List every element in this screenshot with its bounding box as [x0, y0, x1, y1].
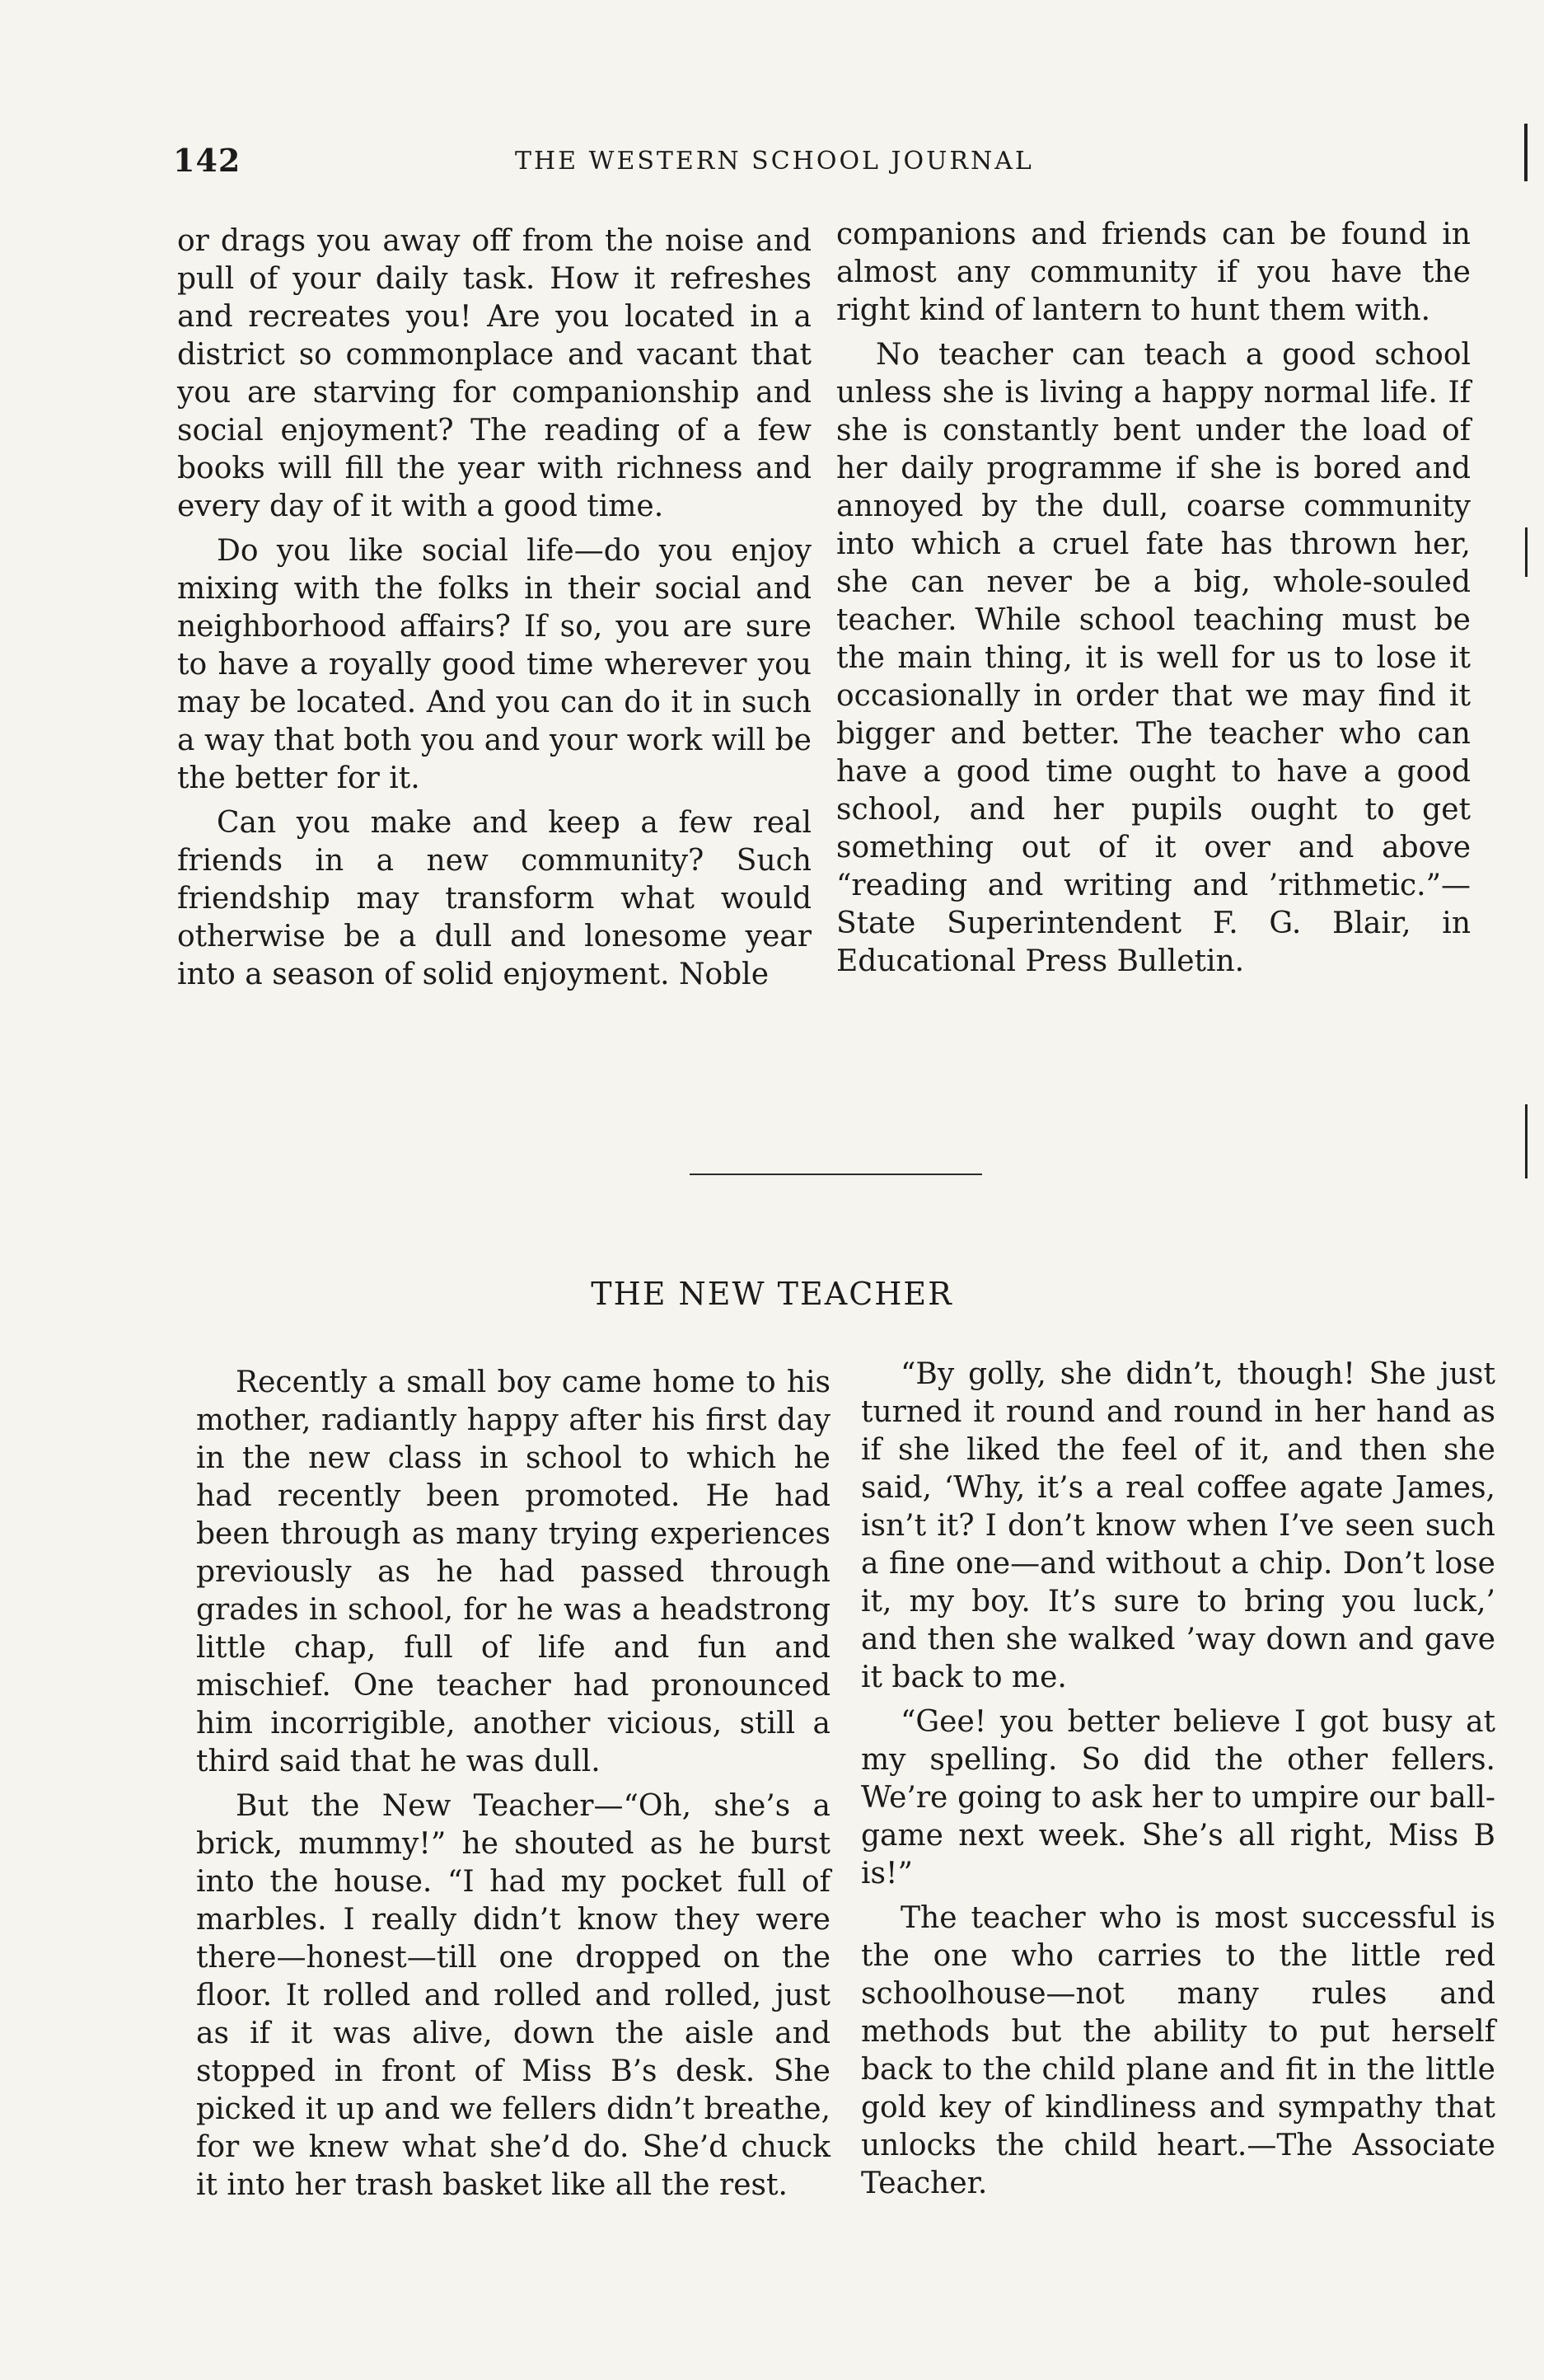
scan-edge-mark: [1524, 124, 1528, 181]
paragraph: “Gee! you better believe I got busy at my spelling. So did the other fellers. We’re going to ask her to umpire our ball-game next week. She’s all right, Miss B is!”: [861, 1705, 1495, 1890]
page-number: 142: [173, 142, 241, 179]
paragraph: companions and friends can be found in almost any community if you have the right kind of lantern to hunt them with.: [836, 218, 1471, 327]
page-header: [173, 142, 1104, 183]
paragraph: Do you like social life—do you enjoy mixing with the folks in their social and neighborhood affairs? If so, you are sure to have a royally good time wherever you may be located. And you can do it in such a way that both you and your work will be the better for it.: [177, 534, 812, 795]
scan-edge-mark: [1525, 1104, 1528, 1178]
running-title: THE WESTERN SCHOOL JOURNAL: [515, 147, 1034, 176]
scan-edge-mark: [1525, 527, 1528, 577]
paragraph: The teacher who is most successful is the one who carries to the little red schoolhouse—not many rules and methods but the ability to put herself back to the child plane and fit in the little gold key of kindliness and sympathy that unlocks the child heart.—The Associate Teacher.: [861, 1901, 1495, 2200]
paragraph: Recently a small boy came home to his mother, radiantly happy after his first day in the new class in school to which he had recently been promoted. He had been through as many trying experiences previously as he had passed through grades in school, for he was a headstrong little chap, full of life and fun and mischief. One teacher had pronounced him incorrigible, another vicious, still a third said that he was dull.: [196, 1366, 830, 1778]
paragraph: No teacher can teach a good school unless she is living a happy normal life. If she is constantly bent under the load of her daily programme if she is bored and annoyed by the dull, coarse community into which a cruel fate has thrown her, she can never be a big, whole-souled teacher. While school teaching must be the main thing, it is well for us to lose it occasionally in order that we may find it bigger and better. The teacher who can have a good time ought to have a good school, and her pupils ought to get something out of it over and above “reading and writing and ’rithmetic.”—State Superintendent F. G. Blair, in Educational Press Bulletin.: [836, 338, 1471, 978]
paragraph: But the New Teacher—“Oh, she’s a brick, mummy!” he shouted as he burst into the house. “I had my pocket full of marbles. I really didn’t know they were there—honest—till one dropped on the floor. It rolled and rolled and rolled, just as if it was alive, down the aisle and stopped in front of Miss B’s desk. She picked it up and we fellers didn’t breathe, for we knew what she’d do. She’d chuck it into her trash basket like all the rest.: [196, 1789, 830, 2202]
top-right-column: [836, 216, 1471, 981]
top-left-column: [177, 223, 812, 994]
article-left-column: [196, 1364, 830, 2204]
article-right-column: [861, 1356, 1495, 2203]
paragraph: Can you make and keep a few real friends in a new community? Such friendship may transform what would otherwise be a dull and lonesome year into a season of solid enjoyment. Noble: [177, 806, 812, 991]
section-divider: [690, 1174, 982, 1175]
paragraph: or drags you away off from the noise and pull of your daily task. How it refreshes and recreates you! Are you located in a district so commonplace and vacant that you are starving for companionship and social enjoyment? The reading of a few books will fill the year with richness and every day of it with a good time.: [177, 224, 812, 523]
article-title: THE NEW TEACHER: [591, 1276, 953, 1312]
paragraph: “By golly, she didn’t, though! She just turned it round and round in her hand as if she liked the feel of it, and then she said, ‘Why, it’s a real coffee agate James, isn’t it? I don’t know when I’ve seen such a fine one—and without a chip. Don’t lose it, my boy. It’s sure to bring you luck,’ and then she walked ’way down and gave it back to me.: [861, 1357, 1495, 1694]
